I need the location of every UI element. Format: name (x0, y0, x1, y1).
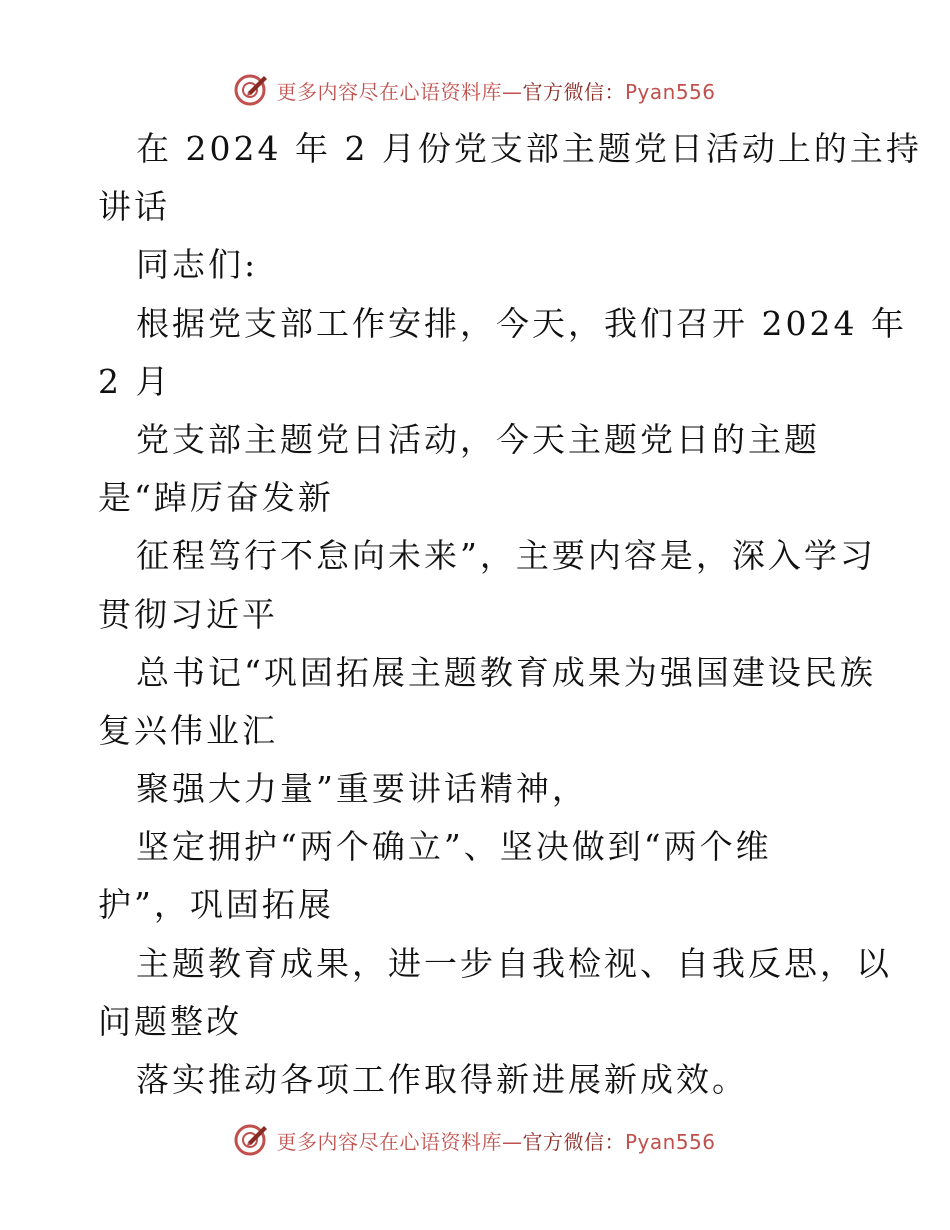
footer-watermark (0, 1120, 950, 1160)
document-body (98, 120, 922, 1109)
body-line: 党支部主题党日活动，今天主题党日的主题 (136, 419, 820, 459)
pen-logo-icon (234, 72, 270, 108)
body-line: 是“踔厉奋发新 (98, 478, 334, 518)
pen-logo-icon (234, 1122, 270, 1158)
watermark-text: 更多内容尽在心语资料库—官方微信：Pyan556 (276, 79, 716, 104)
body-line: 落实推动各项工作取得新进展新成效。 (136, 1060, 748, 1099)
header-watermark (0, 70, 950, 110)
body-line: 总书记“巩固拓展主题教育成果为强国建设民族 (136, 652, 876, 692)
watermark-text: 更多内容尽在心语资料库—官方微信：Pyan556 (276, 1129, 716, 1154)
body-line: 坚定拥护“两个确立”、坚决做到“两个维 (136, 827, 772, 867)
salutation: 同志们: (136, 245, 259, 285)
body-line: 主题教育成果，进一步自我检视、自我反思，以 (136, 943, 892, 983)
body-line: 问题整改 (98, 1001, 242, 1041)
body-line: 贯彻习近平 (98, 594, 278, 634)
body-line: 根据党支部工作安排，今天，我们召开 2024 年 (136, 303, 907, 343)
body-line: 聚强大力量”重要讲话精神， (136, 769, 588, 809)
body-line: 护”，巩固拓展 (98, 885, 334, 925)
body-line: 复兴伟业汇 (98, 710, 278, 750)
body-line: 征程笃行不怠向未来”，主要内容是，深入学习 (136, 536, 876, 576)
title-line-2: 讲话 (98, 187, 170, 227)
body-line: 2 月 (98, 361, 172, 401)
title-line-1: 在 2024 年 2 月份党支部主题党日活动上的主持 (136, 129, 922, 168)
